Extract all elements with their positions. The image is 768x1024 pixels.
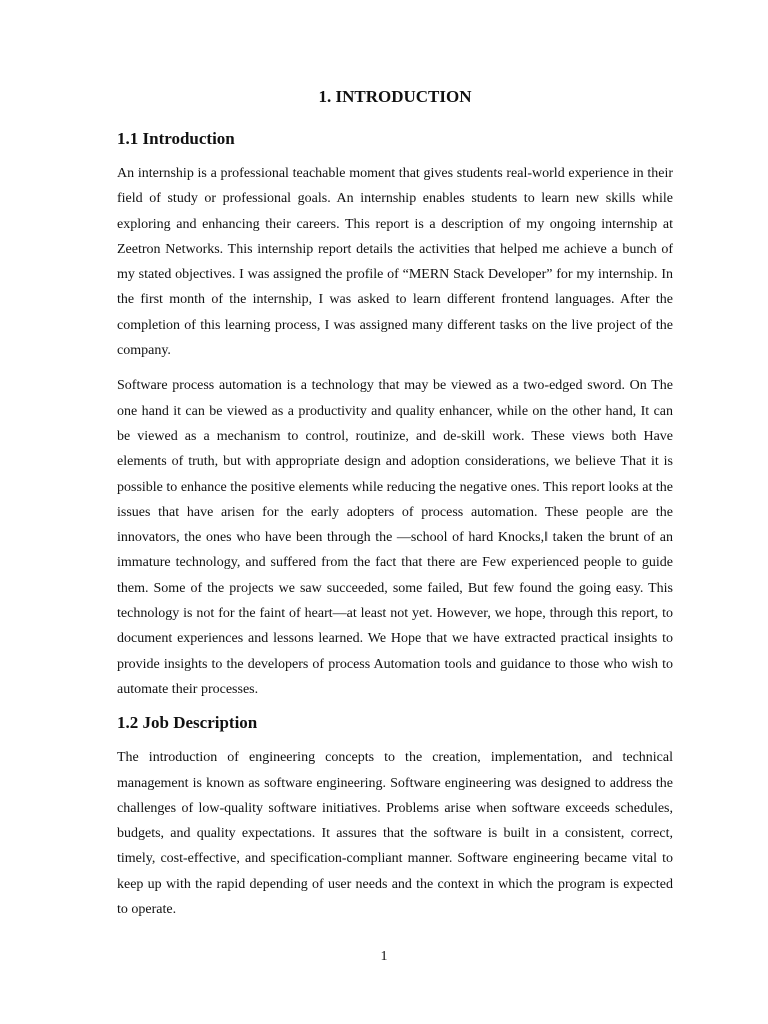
chapter-title: 1. INTRODUCTION bbox=[318, 87, 472, 106]
section-introduction bbox=[117, 128, 673, 702]
section-job-description bbox=[117, 712, 673, 922]
page-content bbox=[117, 86, 673, 932]
paragraph-process-automation: Software process automation is a technology that may be viewed as a two-edged sword. On The one hand it can be viewed as a productivity and quality enhancer, while on the other hand, It can be viewed as a mechanism to control, routinize, and de-skill work. These views both Have elements of truth, but with appropriate design and adoption considerations, we believe That it is possible to enhance the positive elements while reducing the negative ones. This report looks at the issues that have arisen for the early adopters of process automation. These people are the innovators, the ones who have been through the ―school of hard Knocks,‖ taken the brunt of an immature technology, and suffered from the fact that there are Few experienced people to guide them. Some of the projects we saw succeeded, some failed, But few found the going easy. This technology is not for the faint of heart—at least not yet. However, we hope, through this report, to document experiences and lessons learned. We Hope that we have extracted practical insights to provide insights to the developers of process Automation tools and guidance to those who wish to automate their processes. bbox=[117, 378, 673, 697]
paragraph-software-engineering: The introduction of engineering concepts to the creation, implementation, and technical management is known as software engineering. Software engineering was designed to address the challenges of low-quality software initiatives. Problems arise when software exceeds schedules, budgets, and quality expectations. It assures that the software is built in a consistent, correct, timely, cost-effective, and specification-compliant manner. Software engineering became vital to keep up with the rapid depending of user needs and the context in which the program is expected to operate. bbox=[117, 750, 673, 918]
section-title-job-description: 1.2 Job Description bbox=[117, 713, 258, 733]
page-number: 1 bbox=[380, 949, 388, 964]
section-title-introduction: 1.1 Introduction bbox=[117, 129, 235, 148]
paragraph-internship-overview: An internship is a professional teachable moment that gives students real-world experience in their field of study or professional goals. An internship enables students to learn new skills while exploring and enhancing their careers. This report is a description of my ongoing internship at Zeetron Networks. This internship report details the activities that helped me achieve a bunch of my stated objectives. I was assigned the profile of “MERN Stack Developer” for my internship. In the first month of the internship, I was asked to learn different frontend languages. After the completion of this learning process, I was assigned many different tasks on the live project of the company. bbox=[117, 166, 673, 359]
